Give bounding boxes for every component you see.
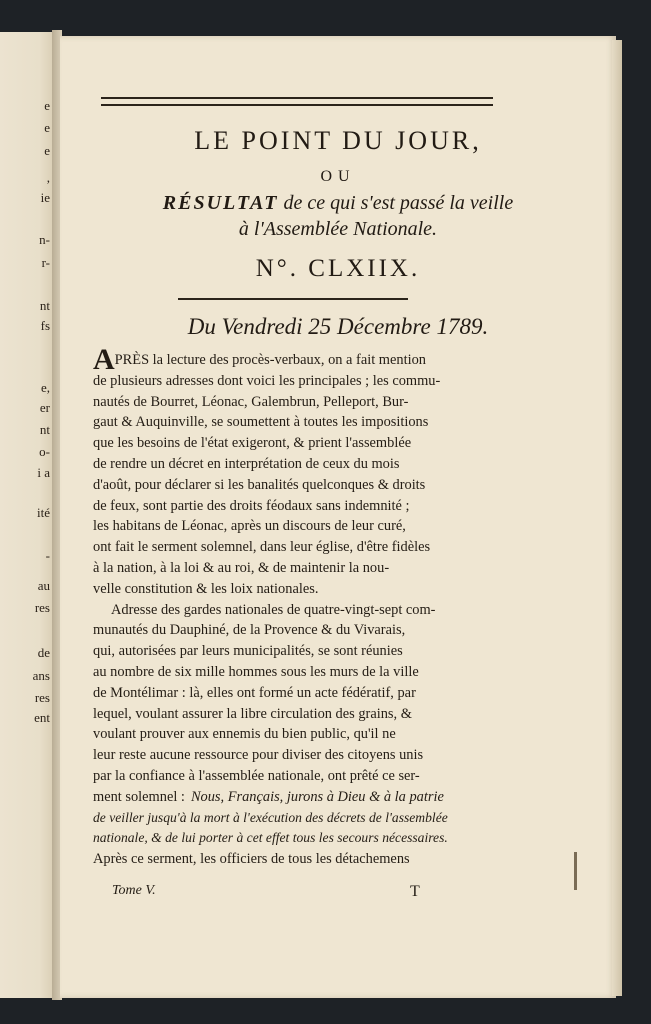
left-page-fragment: o- — [39, 444, 50, 459]
body-line — [93, 849, 497, 870]
subtitle-line1: de ce qui s'est passé la veille — [278, 192, 514, 214]
body-line — [93, 558, 497, 579]
body-line-text: leur reste aucune ressource pour diviser des citoyens unis — [93, 747, 424, 764]
left-page-fragment: e — [44, 98, 50, 113]
body-line — [93, 704, 497, 725]
page-footer — [112, 883, 492, 899]
issue-number: N°. CLXIIX. — [255, 255, 421, 282]
body-line-text: par la confiance à l'assemblée nationale, ont prêté ce ser- — [93, 767, 420, 784]
body-line-text: gaut & Auquinville, se soumettent à toutes les impositions — [93, 414, 429, 431]
body-line — [93, 433, 497, 454]
left-page-fragment: ie — [40, 190, 50, 205]
drop-cap: A — [93, 343, 115, 376]
title-conjunction: OU — [320, 168, 356, 185]
body-line-text: munautés du Dauphiné, de la Provence & du Vivarais, — [93, 622, 406, 639]
body-line-text: à la nation, à la loi & au roi, & de maintenir la nou- — [93, 559, 390, 576]
body-line-text: qui, autorisées par leurs municipalités, se sont réunies — [93, 643, 403, 660]
body-line — [93, 828, 497, 849]
body-line-text: de feux, sont partie des droits féodaux sans indemnité ; — [93, 497, 410, 514]
body-line — [93, 745, 497, 766]
body-line-text: de rendre un décret en interprétation de ceux du mois — [93, 455, 400, 472]
left-page-fragment: fs — [40, 318, 50, 333]
body-line-text: velle constitution & les loix nationales. — [93, 580, 319, 597]
left-page-fragment: , — [46, 170, 50, 185]
body-line — [93, 683, 497, 704]
body-line — [93, 600, 497, 621]
body-line-text: de Montélimar : là, elles ont formé un acte fédératif, par — [93, 684, 416, 701]
body-line-text: ment solemnel : — [93, 788, 185, 805]
left-page-fragment: nt — [39, 298, 50, 313]
body-line-text: que les besoins de l'état exigeront, & prient l'assemblée — [93, 435, 412, 452]
body-line — [93, 496, 497, 517]
left-page-fragment: r- — [41, 255, 50, 270]
body-line-text: de plusieurs adresses dont voici les principales ; les commu- — [93, 372, 441, 389]
left-page-fragment: er — [39, 400, 50, 415]
subtitle-caps: RÉSULTAT — [162, 192, 279, 214]
body-line-text: Après ce serment, les officiers de tous les détachemens — [93, 851, 410, 868]
dateline: Du Vendredi 25 Décembre 1789. — [187, 314, 489, 339]
subtitle-line2: à l'Assemblée Nationale. — [238, 218, 438, 240]
left-page-fragment: nt — [39, 422, 50, 437]
body-line — [93, 343, 497, 376]
body-line — [93, 766, 497, 787]
left-page-fragment: e — [44, 143, 50, 158]
left-page-edge — [0, 32, 56, 998]
margin-mark — [574, 852, 577, 890]
left-page-fragment: e, — [40, 380, 50, 395]
left-page-fragment: n- — [39, 232, 50, 247]
body-line-text: nautés de Bourret, Léonac, Galembrun, Pelleport, Bur- — [93, 393, 409, 410]
left-page-fragment: - — [45, 548, 50, 563]
body-line-text: ont fait le serment solemnel, dans leur église, d'être fidèles — [93, 539, 431, 556]
body-line — [93, 662, 497, 683]
body-line — [93, 516, 497, 537]
middle-rule — [178, 298, 408, 303]
body-line — [93, 620, 497, 641]
journal-title: LE POINT DU JOUR, — [194, 126, 482, 155]
oath-text: Nous, Français, jurons à Dieu & à la patrie — [190, 788, 444, 805]
oath-text: de veiller jusqu'à la mort à l'exécution des décrets de l'assemblée — [93, 809, 448, 825]
left-page-fragment: ent — [34, 710, 50, 725]
body-line-text: PRÈS la lecture des procès-verbaux, on a fait mention — [114, 352, 426, 368]
left-page-fragment: ité — [37, 505, 50, 520]
oath-text: nationale, & de lui porter à cet effet tous les secours nécessaires. — [93, 830, 448, 846]
body-line-text: lequel, voulant assurer la libre circulation des grains, & — [93, 705, 412, 722]
signature-mark: T — [410, 883, 420, 900]
body-line — [93, 454, 497, 475]
body-line-text: Adresse des gardes nationales de quatre-vingt-sept com- — [111, 601, 436, 618]
body-line — [93, 412, 497, 433]
body-line-text: au nombre de six mille hommes sous les murs de la ville — [93, 663, 419, 680]
body-line — [93, 787, 497, 808]
left-page-fragment: res — [34, 600, 50, 615]
journal-subtitle — [60, 190, 616, 242]
top-double-rule — [101, 97, 493, 106]
article-body — [93, 343, 497, 870]
left-page-fragment: e — [44, 120, 50, 135]
body-line — [93, 537, 497, 558]
body-line — [93, 641, 497, 662]
body-line — [93, 579, 497, 600]
body-line-text: voulant prouver aux ennemis du bien public, qu'il ne — [93, 726, 396, 743]
left-page-fragment: au — [37, 578, 50, 593]
left-page-fragment: de — [37, 645, 50, 660]
left-page-fragment: res — [34, 690, 50, 705]
left-page-fragment: ans — [32, 668, 50, 683]
body-line — [93, 808, 497, 829]
body-line — [93, 371, 497, 392]
body-line — [93, 724, 497, 745]
volume-label: Tome V. — [112, 883, 156, 898]
left-page-fragment: i a — [37, 465, 50, 480]
body-line — [93, 392, 497, 413]
body-line-text: les habitans de Léonac, après un discours de leur curé, — [93, 518, 406, 535]
body-line-text: d'août, pour déclarer si les banalités quelconques & droits — [93, 476, 426, 493]
body-line — [93, 475, 497, 496]
